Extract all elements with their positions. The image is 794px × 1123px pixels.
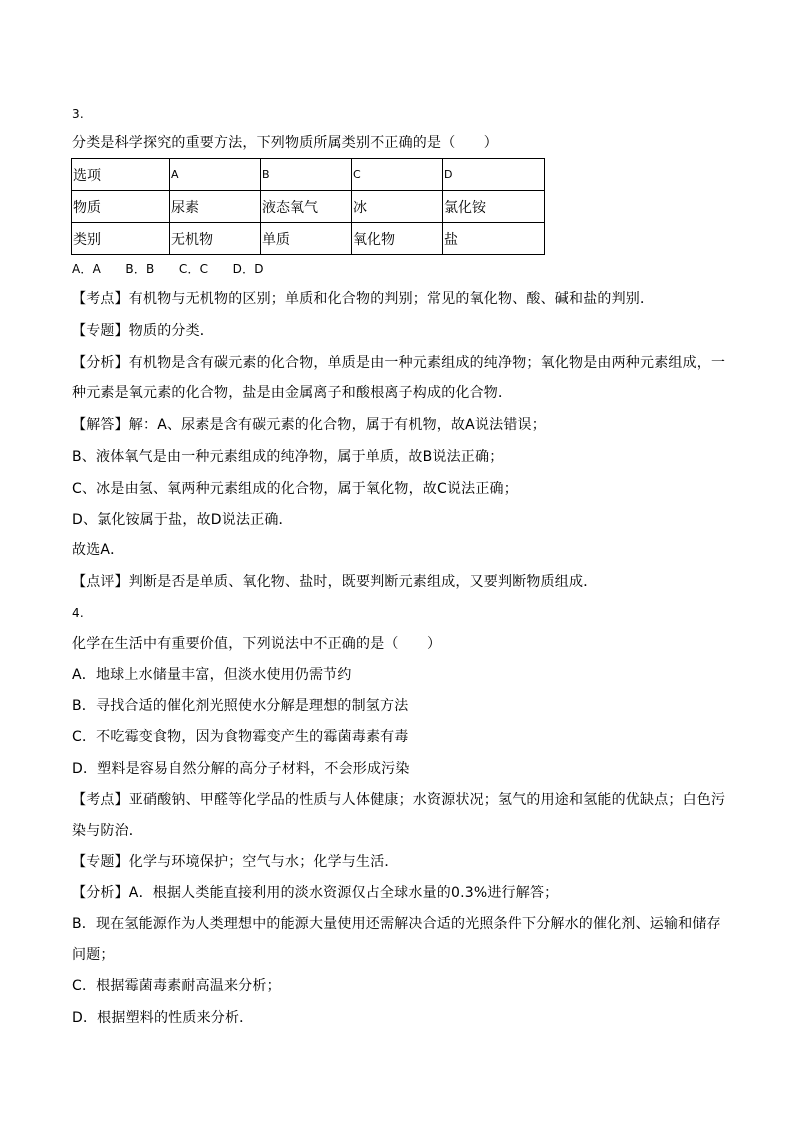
- table-cell: 盐: [443, 223, 545, 255]
- question-4-option-a: A．地球上水储量丰富，但淡水使用仍需节约: [72, 667, 352, 683]
- question-4-option-b: B．寻找合适的催化剂光照使水分解是理想的制氢方法: [72, 698, 409, 714]
- question-3-jieda-line-2: B、液体氧气是由一种元素组成的纯净物，属于单质，故B说法正确；: [72, 449, 504, 465]
- question-3-number: 3.: [72, 107, 84, 121]
- table-cell: C: [352, 159, 443, 191]
- table-cell: 选项: [72, 159, 170, 191]
- table-cell: 尿素: [170, 191, 261, 223]
- table-cell: 液态氧气: [261, 191, 352, 223]
- table-row: [72, 223, 545, 255]
- question-3-jieda-line-3: C、冰是由氢、氧两种元素组成的化合物，属于氧化物，故C说法正确；: [72, 481, 518, 497]
- question-3-jieda-line-1: 【解答】解：A、尿素是含有碳元素的化合物，属于有机物，故A说法错误；: [72, 417, 546, 433]
- question-4-fenxi-line-3: 问题；: [72, 947, 115, 963]
- table-cell: 氯化铵: [443, 191, 545, 223]
- table-cell: A: [170, 159, 261, 191]
- question-4-option-d: D．塑料是容易自然分解的高分子材料，不会形成污染: [72, 761, 410, 777]
- table-cell: 物质: [72, 191, 170, 223]
- classification-table: [71, 158, 545, 255]
- table-cell: B: [261, 159, 352, 191]
- question-4-kaodian-line-2: 染与防治．: [72, 823, 143, 839]
- table-cell: 冰: [352, 191, 443, 223]
- question-3-stem: 分类是科学探究的重要方法，下列物质所属类别不正确的是（ ）: [72, 135, 498, 151]
- question-4-zhuanti: 【专题】化学与环境保护；空气与水；化学与生活．: [72, 854, 399, 870]
- question-4-fenxi-line-5: D．根据塑料的性质来分析．: [72, 1010, 254, 1026]
- table-cell: D: [443, 159, 545, 191]
- table-cell: 类别: [72, 223, 170, 255]
- table-row: [72, 191, 545, 223]
- table-row: [72, 159, 545, 191]
- question-4-stem: 化学在生活中有重要价值，下列说法中不正确的是（ ）: [72, 636, 442, 652]
- question-4-fenxi-line-4: C．根据霉菌毒素耐高温来分析；: [72, 978, 281, 994]
- table-cell: 无机物: [170, 223, 261, 255]
- question-4-fenxi-line-2: B．现在氢能源作为人类理想中的能源大量使用还需解决合适的光照条件下分解水的催化剂、运输和储存: [72, 916, 721, 932]
- question-3-dianping: 【点评】判断是否是单质、氧化物、盐时，既要判断元素组成，又要判断物质组成．: [72, 574, 598, 590]
- question-3-zhuanti: 【专题】物质的分类．: [72, 323, 214, 339]
- question-4-number: 4.: [72, 606, 84, 620]
- question-3-options: A．A B．B C．C D．D: [72, 262, 264, 276]
- question-4-option-c: C．不吃霉变食物，因为食物霉变产生的霉菌毒素有毒: [72, 729, 409, 745]
- table-cell: 氧化物: [352, 223, 443, 255]
- question-3-kaodian: 【考点】有机物与无机物的区别；单质和化合物的判别；常见的氧化物、酸、碱和盐的判别．: [72, 291, 655, 307]
- table-cell: 单质: [261, 223, 352, 255]
- question-4-kaodian-line-1: 【考点】亚硝酸钠、甲醛等化学品的性质与人体健康；水资源状况；氢气的用途和氢能的优缺点；白色污: [72, 792, 726, 808]
- question-3-fenxi-line-1: 【分析】有机物是含有碳元素的化合物，单质是由一种元素组成的纯净物；氧化物是由两种元素组成，一: [72, 355, 726, 371]
- question-3-fenxi-line-2: 种元素是氧元素的化合物，盐是由金属离子和酸根离子构成的化合物．: [72, 385, 513, 401]
- question-3-answer: 故选A．: [72, 542, 125, 558]
- question-4-fenxi-line-1: 【分析】A．根据人类能直接利用的淡水资源仅占全球水量的0.3%进行解答；: [72, 885, 559, 901]
- question-3-jieda-line-4: D、氯化铵属于盐，故D说法正确．: [72, 512, 293, 528]
